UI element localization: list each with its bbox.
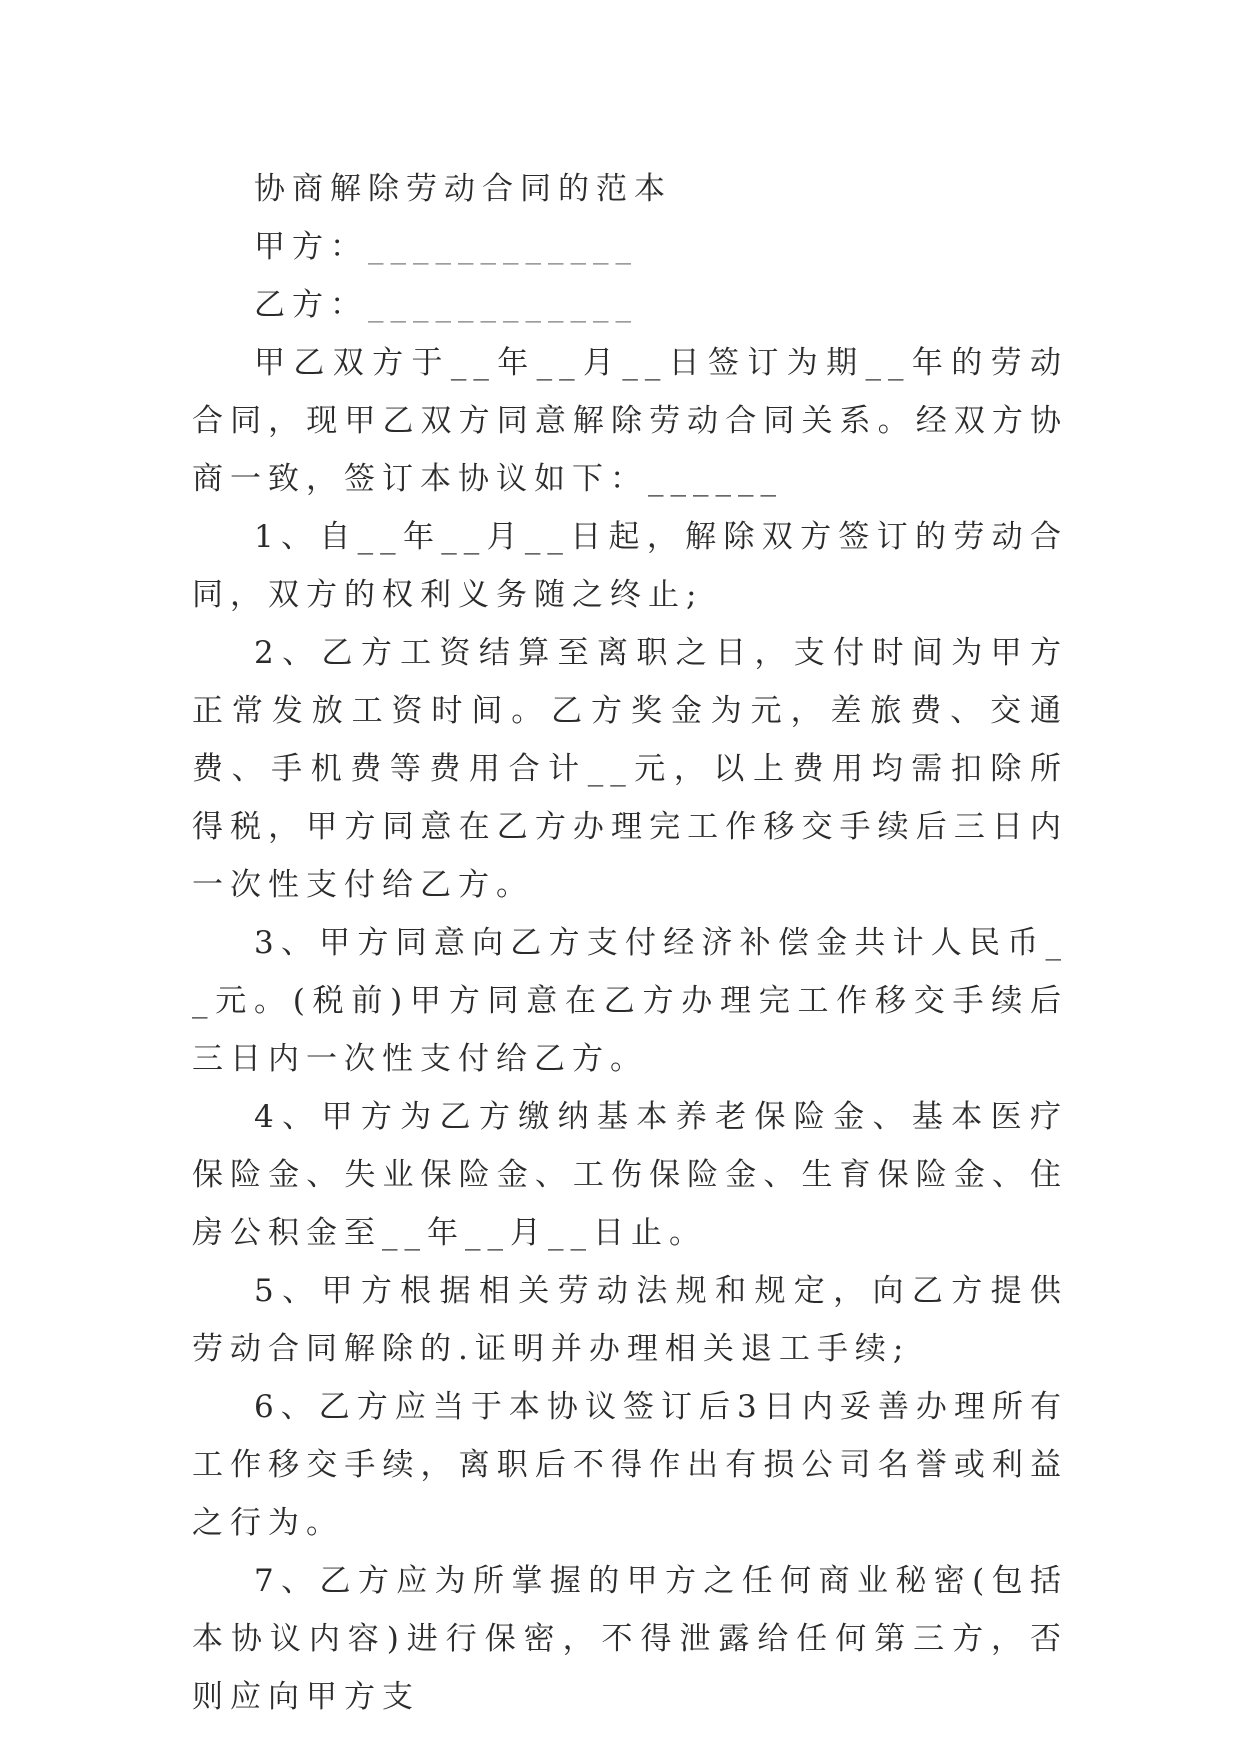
party-b-line (192, 276, 1068, 334)
clause-4: 4、甲方为乙方缴纳基本养老保险金、基本医疗保险金、失业保险金、工伤保险金、生育保险金、住房公积金至__年__月__日止。 (192, 1099, 1068, 1251)
clause-3: 3、甲方同意向乙方支付经济补偿金共计人民币__元。(税前)甲方同意在乙方办理完工作移交手续后三日内一次性支付给乙方。 (192, 925, 1068, 1077)
clause-6: 6、乙方应当于本协议签订后3日内妥善办理所有工作移交手续，离职后不得作出有损公司名誉或利益之行为。 (192, 1389, 1068, 1541)
clause-5: 5、甲方根据相关劳动法规和规定，向乙方提供劳动合同解除的.证明并办理相关退工手续; (192, 1273, 1068, 1367)
document-body (192, 160, 1068, 1726)
party-b-label: 乙方： (254, 287, 368, 323)
clause-1: 1、自__年__月__日起，解除双方签订的劳动合同，双方的权利义务随之终止; (192, 519, 1068, 613)
party-a-label: 甲方： (254, 229, 368, 265)
document-title: 协商解除劳动合同的范本 (254, 171, 672, 207)
party-a-line (192, 218, 1068, 276)
clause-7: 7、乙方应为所掌握的甲方之任何商业秘密(包括本协议内容)进行保密，不得泄露给任何第三方，否则应向甲方支 (192, 1563, 1068, 1715)
party-a-blank: ____________ (368, 229, 638, 265)
clause-2: 2、乙方工资结算至离职之日，支付时间为甲方正常发放工资时间。乙方奖金为元，差旅费、交通费、手机费等费用合计__元，以上费用均需扣除所得税，甲方同意在乙方办理完工作移交手续后三日内一次性支付给乙方。 (192, 635, 1068, 903)
party-b-blank: ____________ (368, 287, 638, 323)
intro-paragraph: 甲乙双方于__年__月__日签订为期__年的劳动合同，现甲乙双方同意解除劳动合同关系。经双方协商一致，签订本协议如下：______ (192, 345, 1068, 497)
